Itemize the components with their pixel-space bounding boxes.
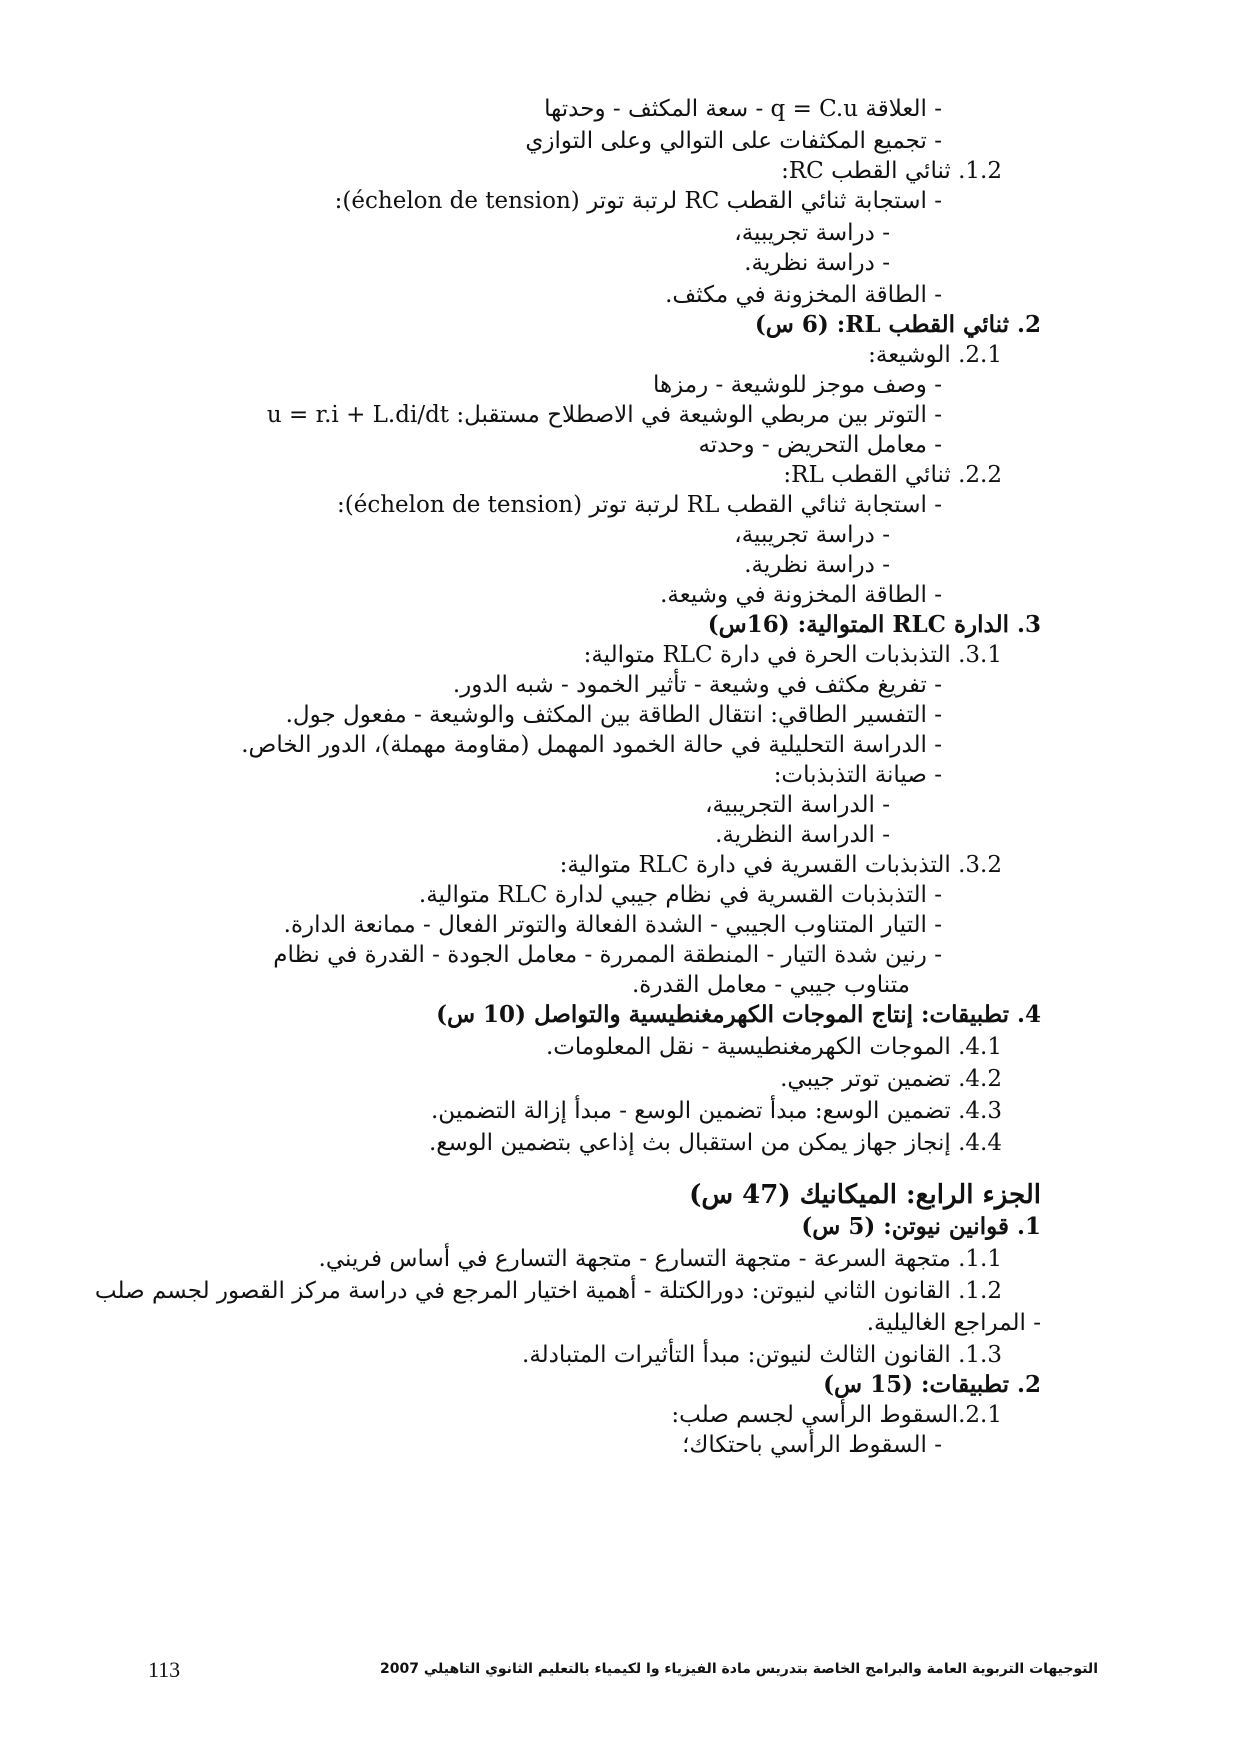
section-heading-newton: 1. قوانين نيوتن: (5 س) — [801, 1213, 1041, 1240]
line-4: - استجابة ثنائي القطب RC لرتبة توتر (échelon de tension): — [334, 188, 942, 214]
line-5: - دراسة تجريبية، — [734, 220, 890, 246]
line-29: - رنين شدة التيار - المنطقة الممررة - معامل الجودة - القدرة في نظام — [273, 942, 942, 968]
line-26: 3.2. التذبذبات القسرية في دارة RLC متوالية: — [559, 852, 1002, 878]
line-28: - التيار المتناوب الجيبي - الشدة الفعالة والتوتر الفعال - ممانعة الدارة. — [283, 912, 942, 938]
line-39: 1.2. القانون الثاني لنيوتن: دورالكتلة - أهمية اختيار المرجع في دراسة مركز القصور لجسم صلب — [94, 1278, 1002, 1304]
line-10: - وصف موجز للوشيعة - رمزها — [652, 372, 942, 398]
line-24: - الدراسة التجريبية، — [705, 792, 890, 818]
line-44: - السقوط الرأسي باحتكاك؛ — [682, 1432, 942, 1458]
line-16: - دراسة نظرية. — [744, 552, 890, 578]
line-30: متناوب جيبي - معامل القدرة. — [632, 972, 910, 998]
line-22: - الدراسة التحليلية في حالة الخمود المهمل (مقاومة مهملة)، الدور الخاص. — [241, 732, 942, 758]
section-heading-3: 3. الدارة RLC المتوالية: (16س) — [707, 611, 1041, 638]
footer-title: التوجيهات التربوية العامة والبرامج الخاصة بتدريس مادة الفيزياء وا لكيمياء بالتعليم الثانوي التاهيلي 2007 — [380, 1661, 1098, 1677]
line-9: 2.1. الوشيعة: — [868, 342, 1002, 368]
line-27: - التذبذبات القسرية في نظام جيبي لدارة RLC متوالية. — [418, 882, 942, 908]
section-heading-applications: 2. تطبيقات: (15 س) — [823, 1371, 1041, 1398]
line-12: - معامل التحريض - وحدته — [698, 432, 942, 458]
line-13: 2.2. ثنائي القطب RL: — [783, 462, 1002, 488]
section-heading-2: 2. ثنائي القطب RL: (6 س) — [754, 311, 1041, 338]
line-21: - التفسير الطاقي: انتقال الطاقة بين المكثف والوشيعة - مفعول جول. — [285, 702, 942, 728]
line-33: 4.2. تضمين توتر جيبي. — [780, 1066, 1002, 1092]
line-40: - المراجع الغاليلية. — [866, 1310, 1041, 1336]
line-15: - دراسة تجريبية، — [734, 522, 890, 548]
line-38: 1.1. متجهة السرعة - متجهة التسارع - متجهة التسارع في أساس فريني. — [318, 1246, 1002, 1272]
line-17: - الطاقة المخزونة في وشيعة. — [660, 582, 942, 608]
line-3: 1.2. ثنائي القطب RC: — [781, 158, 1002, 184]
line-25: - الدراسة النظرية. — [715, 822, 890, 848]
line-2: - تجميع المكثفات على التوالي وعلى التوازي — [525, 128, 942, 154]
line-32: 4.1. الموجات الكهرمغنطيسية - نقل المعلومات. — [545, 1034, 1002, 1060]
line-11: - التوتر بين مربطي الوشيعة في الاصطلاح مستقبل: u = r.i + L.di/dt — [266, 402, 942, 428]
line-6: - دراسة نظرية. — [744, 250, 890, 276]
line-20: - تفريغ مكثف في وشيعة - تأثير الخمود - شبه الدور. — [452, 672, 942, 698]
line-19: 3.1. التذبذبات الحرة في دارة RLC متوالية: — [583, 642, 1002, 668]
line-23: - صيانة التذبذبات: — [773, 762, 942, 788]
line-7: - الطاقة المخزونة في مكثف. — [665, 282, 942, 308]
line-1: - العلاقة q = C.u - سعة المكثف - وحدتها — [544, 96, 942, 122]
line-43: 2.1.السقوط الرأسي لجسم صلب: — [671, 1402, 1002, 1428]
section-heading-4: 4. تطبيقات: إنتاج الموجات الكهرمغنطيسية والتواصل (10 س) — [436, 1001, 1041, 1028]
line-35: 4.4. إنجاز جهاز يمكن من استقبال بث إذاعي بتضمين الوسع. — [428, 1130, 1002, 1156]
line-14: - استجابة ثنائي القطب RL لرتبة توتر (échelon de tension): — [337, 492, 942, 518]
part-heading-mechanics: الجزء الرابع: الميكانيك (47 س) — [689, 1180, 1041, 1210]
line-41: 1.3. القانون الثالث لنيوتن: مبدأ التأثيرات المتبادلة. — [522, 1342, 1002, 1368]
line-34: 4.3. تضمين الوسع: مبدأ تضمين الوسع - مبدأ إزالة التضمين. — [431, 1098, 1002, 1124]
page-number: 113 — [148, 1657, 181, 1682]
